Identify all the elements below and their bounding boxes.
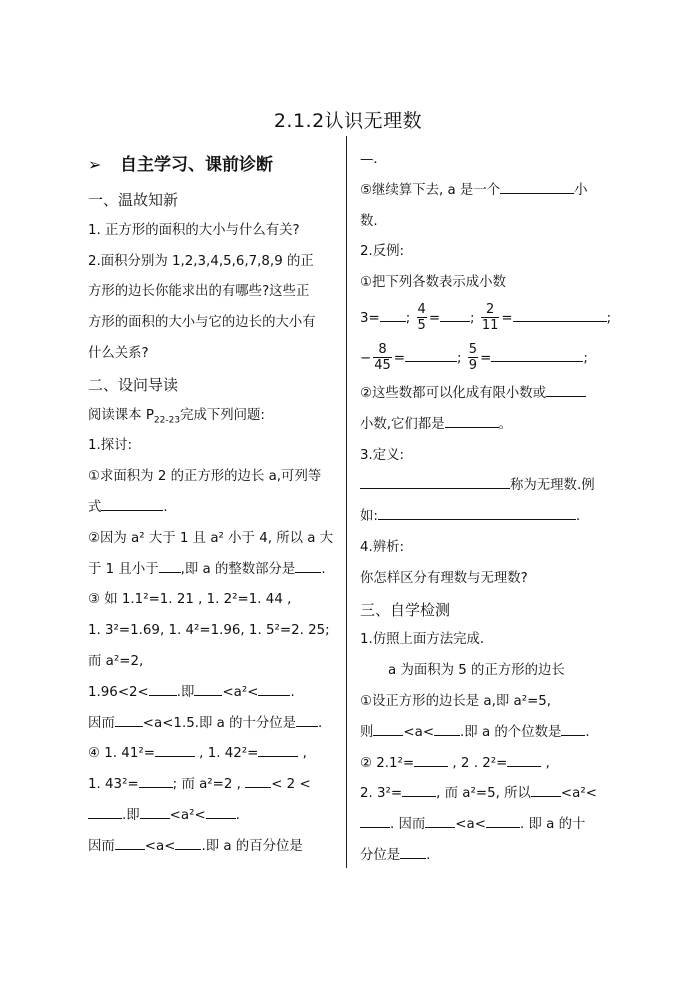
- answer-blank[interactable]: [402, 782, 436, 797]
- answer-blank[interactable]: [405, 347, 457, 362]
- explore-label: 1.探讨:: [88, 438, 133, 454]
- fraction-4-5: $\frac{4}{5}$: [417, 302, 426, 334]
- explore-step-3-given: 而 a²=2,: [88, 653, 144, 669]
- answer-blank[interactable]: [155, 742, 195, 757]
- explore-step-5-cont: 数.: [360, 213, 378, 229]
- decimal-conversions-row-1: 3= ; $\frac{4}{5}$ = ; $\frac{2}{11}$ = ;: [360, 302, 612, 334]
- self-check-step-2-cont: 2. 3²= , 而 a²=5, 所以 <a²<: [360, 779, 610, 810]
- answer-blank[interactable]: [400, 844, 426, 859]
- explore-step-2-cont: 于 1 且小于 ,即 a 的整数部分是 .: [88, 555, 338, 586]
- left-column: [88, 145, 338, 863]
- column-divider: [346, 136, 347, 868]
- answer-blank[interactable]: [513, 307, 607, 322]
- answer-blank[interactable]: [500, 179, 574, 194]
- explore-step-3-cont: 1. 3²=1.69, 1. 4²=1.96, 1. 5²=2. 25;: [88, 623, 330, 639]
- counterexample-label: 2.反例:: [360, 244, 405, 260]
- decimal-conversions-row-2: − $\frac{8}{45}$ = ; $\frac{5}{9}$ = ;: [360, 342, 588, 374]
- explore-step-3-tenths: 因而 <a<1.5.即 a 的十分位是 .: [88, 709, 338, 740]
- definition-line: 称为无理数.例: [360, 471, 610, 502]
- explore-step-3-inequality: 1.96<2< .即 <a²< .: [88, 678, 338, 709]
- explore-step-4: ④ 1. 41²= , 1. 42²= ,: [88, 739, 338, 770]
- fraction-5-9: $\frac{5}{9}$: [468, 342, 478, 374]
- answer-blank[interactable]: [88, 804, 122, 819]
- counterexample-step-2: ②这些数都可以化成有限小数或: [360, 379, 610, 410]
- answer-blank[interactable]: [373, 721, 403, 736]
- answer-blank[interactable]: [258, 742, 298, 757]
- answer-blank[interactable]: [531, 782, 561, 797]
- discrimination-label: 4.辨析:: [360, 539, 405, 555]
- self-check-step-2: ② 2.1²= , 2 . 2²= ,: [360, 749, 610, 780]
- answer-blank[interactable]: [546, 382, 586, 397]
- counterexample-step-2-cont: 小数,它们都是 。: [360, 410, 610, 441]
- answer-blank[interactable]: [434, 721, 460, 736]
- answer-blank[interactable]: [245, 773, 271, 788]
- question-2-line-3: 方形的面积的大小与它的边长的大小有: [88, 315, 316, 331]
- right-column: [360, 145, 610, 872]
- question-1: 1. 正方形的面积的大小与什么有关?: [88, 222, 300, 238]
- explore-step-1-equation: 式 .: [88, 493, 338, 524]
- answer-blank[interactable]: [440, 307, 470, 322]
- answer-blank[interactable]: [295, 558, 321, 573]
- heading-self-check: 三、自学检测: [360, 600, 451, 619]
- definition-example: 如: .: [360, 502, 610, 533]
- answer-blank[interactable]: [115, 835, 145, 850]
- reading-instruction: 阅读课本 $P_{22-23}$完成下列问题:: [88, 407, 265, 426]
- explore-step-1: ①求面积为 2 的正方形的边长 a,可列等: [88, 469, 322, 485]
- continuation-dash: —.: [360, 152, 378, 167]
- answer-blank[interactable]: [491, 347, 583, 362]
- answer-blank[interactable]: [149, 681, 177, 696]
- answer-blank[interactable]: [360, 474, 510, 489]
- self-check-1: 1.仿照上面方法完成.: [360, 632, 485, 648]
- answer-blank[interactable]: [414, 752, 448, 767]
- answer-blank[interactable]: [380, 307, 406, 322]
- answer-blank[interactable]: [507, 752, 541, 767]
- answer-blank[interactable]: [445, 413, 499, 428]
- explore-step-2: ②因为 a² 大于 1 且 a² 小于 4, 所以 a 大: [88, 530, 334, 546]
- fraction-8-45: $\frac{8}{45}$: [374, 342, 391, 374]
- answer-blank[interactable]: [378, 505, 576, 520]
- answer-blank[interactable]: [258, 681, 290, 696]
- counterexample-step-1: ①把下列各数表示成小数: [360, 275, 506, 291]
- explore-step-4-inequality: .即 <a²< .: [88, 801, 338, 832]
- self-check-step-1: ①设正方形的边长是 a,即 a²=5,: [360, 693, 552, 709]
- answer-blank[interactable]: [115, 712, 143, 727]
- explore-step-5: ⑤继续算下去, a 是一个 小: [360, 176, 610, 207]
- self-check-step-2-tenths: . 因而 <a< . 即 a 的十: [360, 810, 610, 841]
- arrow-bullet-icon: ➢: [88, 155, 102, 174]
- page-title: 2.1.2认识无理数: [273, 110, 423, 132]
- answer-blank[interactable]: [175, 835, 201, 850]
- self-check-step-2-end: 分位是 .: [360, 841, 610, 872]
- answer-blank[interactable]: [140, 804, 170, 819]
- section-heading: ➢ 自主学习、课前诊断: [88, 145, 338, 185]
- explore-step-4-cont: 1. 43²= ; 而 a²=2 , < 2 <: [88, 770, 338, 801]
- answer-blank[interactable]: [206, 804, 236, 819]
- answer-blank[interactable]: [425, 813, 455, 828]
- answer-blank[interactable]: [486, 813, 520, 828]
- heading-guided-reading: 二、设问导读: [88, 375, 179, 394]
- discrimination-question: 你怎样区分有理数与无理数?: [360, 570, 528, 586]
- answer-blank[interactable]: [296, 712, 318, 727]
- fraction-2-11: $\frac{2}{11}$: [481, 302, 499, 334]
- question-2-line-1: 2.面积分别为 1,2,3,4,5,6,7,8,9 的正: [88, 253, 314, 269]
- self-check-1-subject: a 为面积为 5 的正方形的边长: [388, 663, 565, 679]
- answer-blank[interactable]: [139, 773, 173, 788]
- heading-review: 一、温故知新: [88, 191, 179, 209]
- answer-blank[interactable]: [101, 496, 163, 511]
- definition-label: 3.定义:: [360, 447, 405, 463]
- explore-step-4-hundredths: 因而 <a< .即 a 的百分位是: [88, 832, 338, 863]
- answer-blank[interactable]: [360, 813, 390, 828]
- self-check-step-1-cont: 则 <a< .即 a 的个位数是 .: [360, 718, 610, 749]
- answer-blank[interactable]: [194, 681, 222, 696]
- question-2-line-2: 方形的边长你能求出的有哪些?这些正: [88, 284, 310, 300]
- answer-blank[interactable]: [159, 558, 181, 573]
- question-2-line-4: 什么关系?: [88, 345, 149, 361]
- answer-blank[interactable]: [561, 721, 585, 736]
- explore-step-3: ③ 如 1.1²=1. 21 , 1. 2²=1. 44 ,: [88, 592, 292, 608]
